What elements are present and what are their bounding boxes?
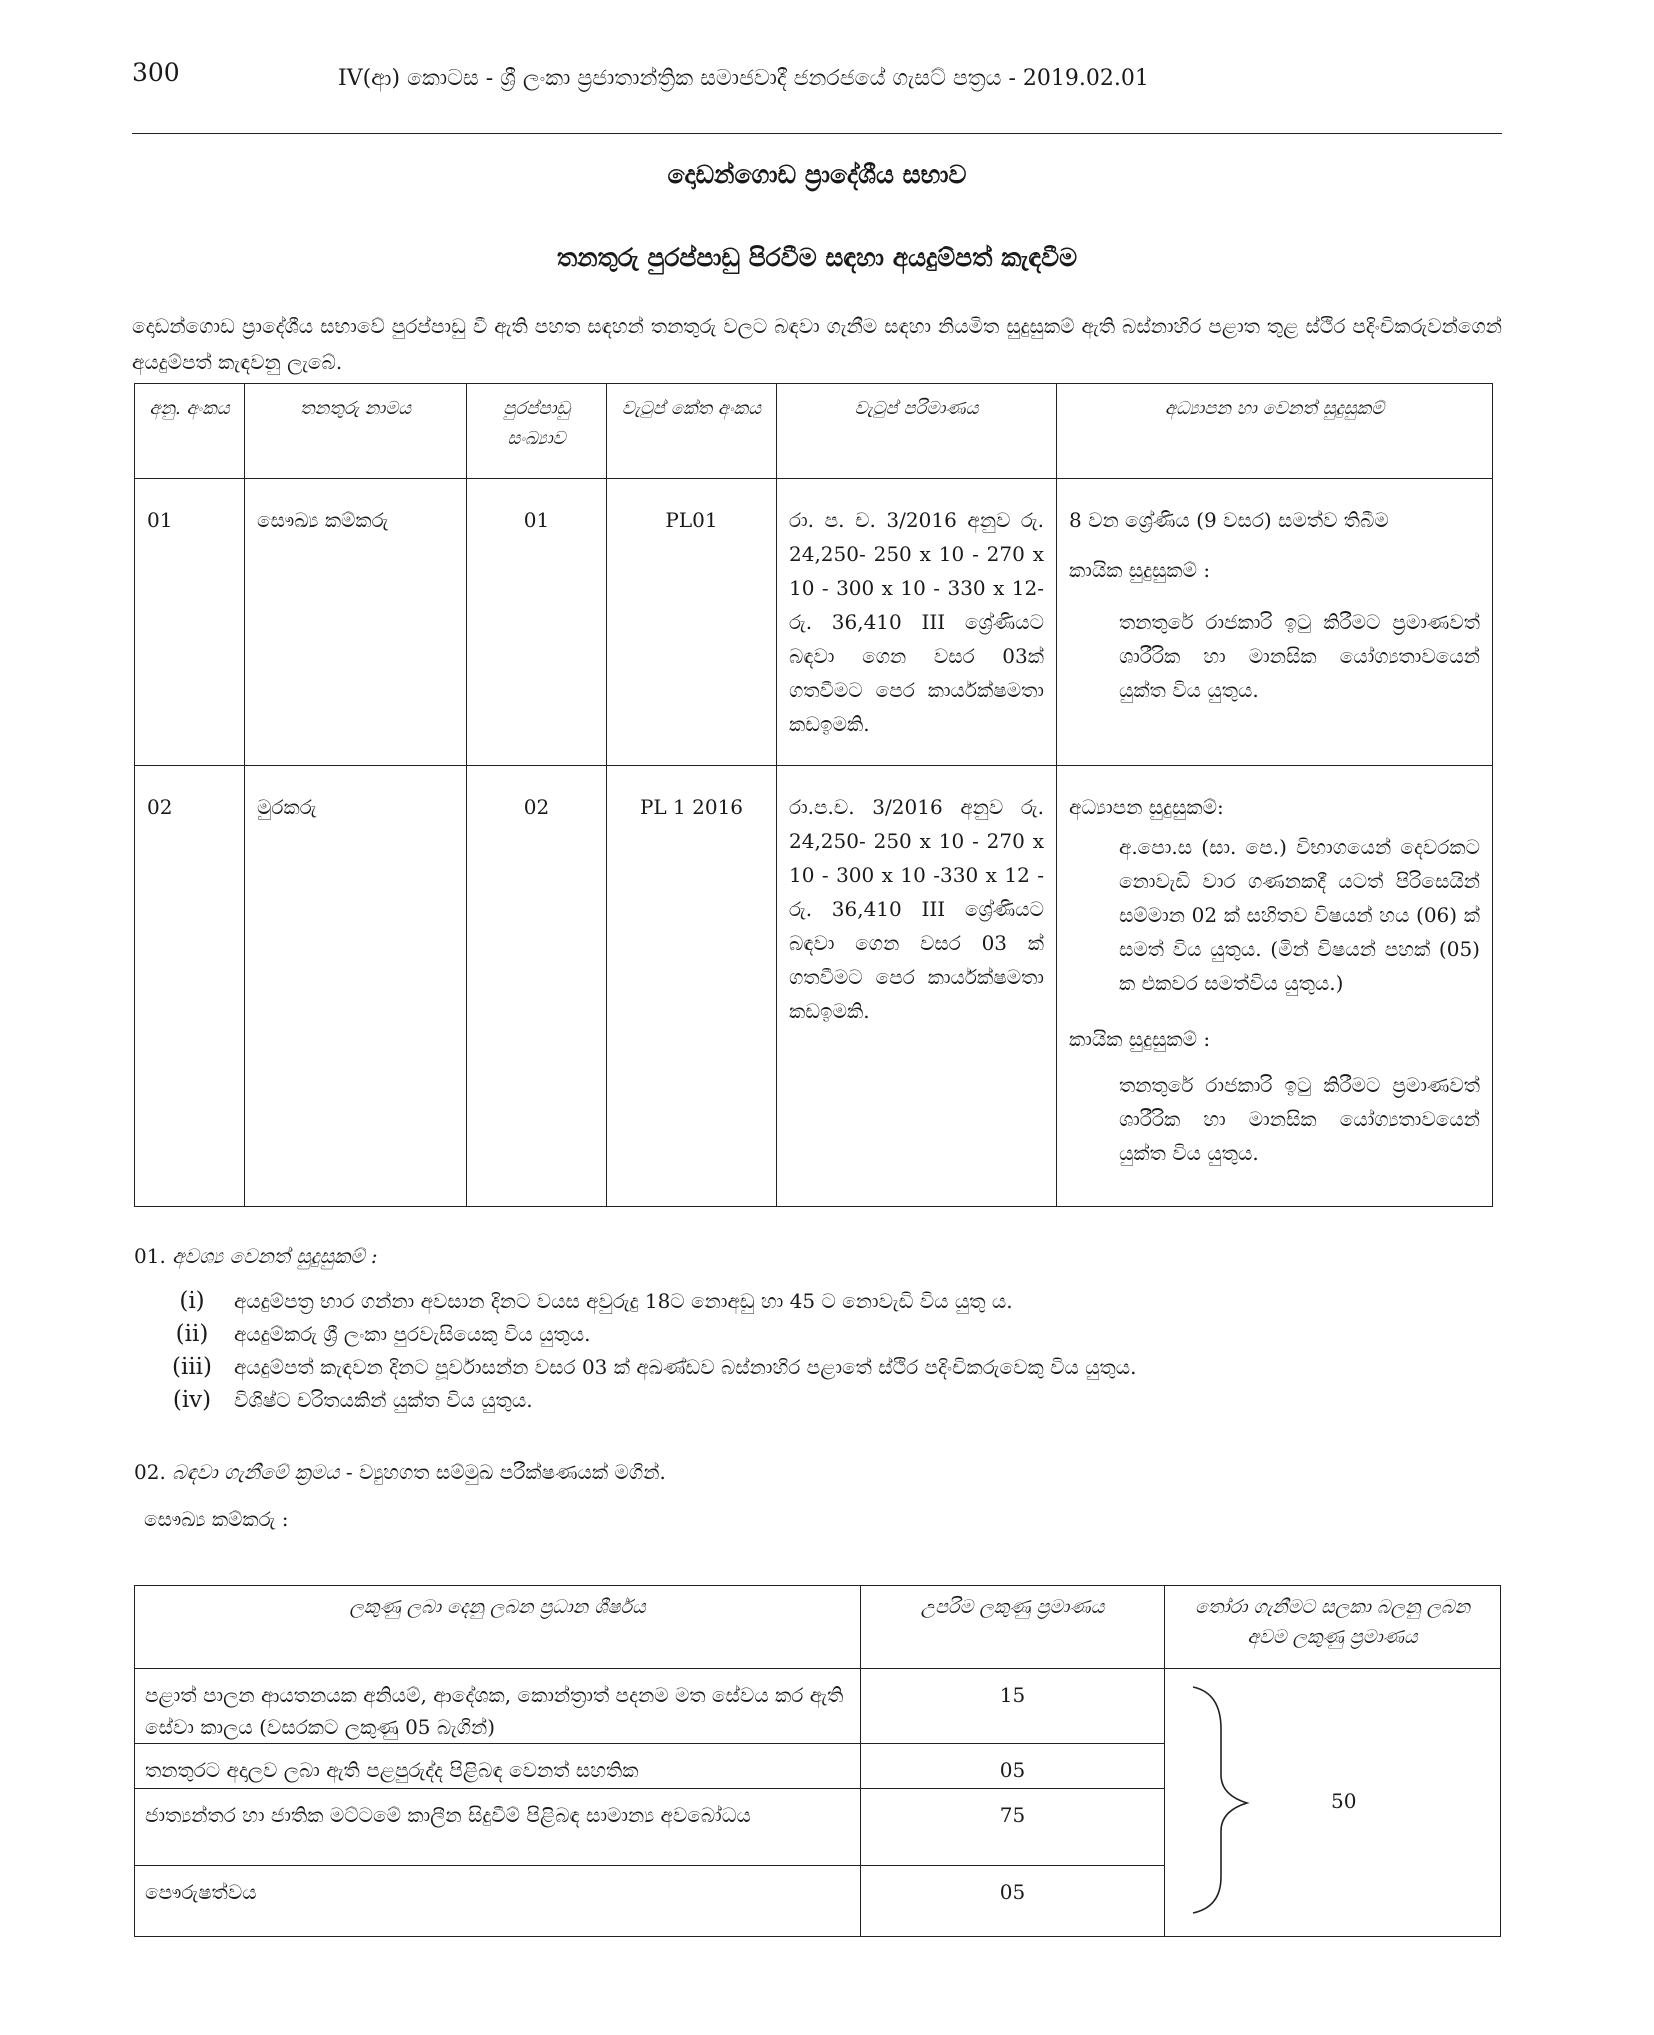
- marks-table-label: සෞඛ්‍ය කම්කරු :: [144, 1507, 289, 1531]
- vacancy-table-header: [135, 384, 1493, 479]
- requirements-list: [150, 1285, 1450, 1417]
- list-item-text: අයදුම්පත් කැඳවන දිනට පූර්වාසන්න වසර 03 ක් අඛණ්ඩව බස්නාහිර පළාතේ ස්ථිර පදිංචිකරුවෙකු විය යුතුය.: [234, 1355, 1137, 1379]
- intro-paragraph: දොඩන්ගොඩ ප්‍රාදේශීය සභාවේ පුරප්පාඩු වී ඇති පහත සඳහන් තනතුරු වලට බඳවා ගැනීම සඳහා නියමිත සුදුසුකම් ඇති බස්නාහිර පළාත තුළ ස්ථිර පදිංචිකරුවන්ගෙන් අයදුම්පත් කැඳවනු ලැබේ.: [132, 314, 1502, 374]
- cell-criteria: තනතුරට අදාලව ලබා ඇති පළපුරුද්ද පිළිබඳ වෙනත් සහතික: [135, 1744, 861, 1789]
- section-1-heading: [134, 1244, 378, 1268]
- list-item-number: (i): [179, 1288, 205, 1314]
- marks-table: [134, 1585, 1501, 1937]
- header-serial: අනු. අංකය: [135, 384, 245, 479]
- section-1-number: 01.: [134, 1244, 166, 1268]
- cell-salary-code: PL 1 2016: [607, 766, 777, 1207]
- list-item-text: විශිෂ්ට චරිතයකින් යුක්ත විය යුතුය.: [234, 1388, 533, 1412]
- physical-qualification-heading: කායික සුදුසුකම් :: [1069, 1027, 1211, 1051]
- cell-criteria: පෞරුෂත්වය: [135, 1866, 861, 1937]
- list-item-number: (iii): [171, 1354, 212, 1380]
- education-qualification-text: අ.පො.ස (සා. පෙ.) විභාගයෙන් දෙවරකට නොවැඩි වාර ගණනකදී යටත් පිරිසෙයින් සම්මාන 02 ක් සහිතව විෂයන් හය (06) ක් සමත් විය යුතුය. (මින් විෂයන් පහක් (05) ක එකවර සමත්විය යුතුය.): [1119, 835, 1480, 995]
- cell-criteria: ජාත්‍යන්තර හා ජාතික මට්ටමේ කාලීන සිදුවීම් පිළිබඳ සාමාන්‍ය අවබෝධය: [135, 1789, 861, 1866]
- header-criteria: ලකුණු ලබා දෙනු ලබන ප්‍රධාන ශීර්ෂය: [135, 1586, 861, 1669]
- cell-max-marks: 05: [861, 1744, 1165, 1789]
- physical-qualification-text: තනතුරේ රාජකාරි ඉටු කිරීමට ප්‍රමාණවත් ශාරීරික හා මානසික යෝග්‍යතාවයෙන් යුක්ත විය යුතුය.: [1119, 610, 1480, 702]
- section-1-title: අවශ්‍ය වෙනත් සුදුසුකම් :: [172, 1244, 378, 1268]
- right-brace-icon: [1187, 1679, 1267, 1919]
- cell-criteria: පළාත් පාලන ආයතනයක අනියම්, ආදේශක, කොන්ත්‍රාත් පදනම මත සේවය කර ඇති සේවා කාලය (වසරකට ලකුණු 05 බැගින්): [135, 1669, 861, 1744]
- cell-serial: 01: [135, 479, 245, 766]
- cell-qualifications: [1057, 479, 1493, 766]
- cell-vacancies: 01: [467, 479, 607, 766]
- header-qualifications: අධ්‍යාපන හා වෙනත් සුදුසුකම්: [1057, 384, 1493, 479]
- section-2-text: - ව්‍යුහගත සම්මුඛ පරීක්ෂණයක් මගින්.: [339, 1460, 666, 1484]
- list-item: [150, 1318, 1450, 1351]
- section-2-title: බඳවා ගැනීමේ ක්‍රමය: [172, 1460, 340, 1484]
- cell-max-marks: 05: [861, 1866, 1165, 1937]
- cell-post: මුරකරු: [245, 766, 467, 1207]
- physical-qualification-text: තනතුරේ රාජකාරි ඉටු කිරීමට ප්‍රමාණවත් ශාරීරික හා මානසික යෝග්‍යතාවයෙන් යුක්ත විය යුතුය.: [1119, 1073, 1480, 1165]
- cell-qualifications: [1057, 766, 1493, 1207]
- header-min-marks: තෝරා ගැනීමට සලකා බලනු ලබන අවම ලකුණු ප්‍රමාණය: [1165, 1586, 1501, 1669]
- list-item-number: (ii): [175, 1321, 209, 1347]
- notice-title: තනතුරු පුරප්පාඩු පිරවීම සඳහා අයදුම්පත් කැඳවීම: [556, 243, 1078, 272]
- education-qualification-heading: අධ්‍යාපන සුදුසුකම්:: [1069, 795, 1224, 819]
- page-number: 300: [132, 58, 180, 87]
- gazette-header-title: IV(ආ) කොටස - ශ්‍රී ලංකා ප්‍රජාතාන්ත්‍රික සමාජවාදී ජනරජයේ ගැසට් පත්‍රය - 2019.02.01: [338, 66, 1149, 91]
- header-post: තනතුරු නාමය: [245, 384, 467, 479]
- header-salary-scale: වැටුප් පරිමාණය: [777, 384, 1057, 479]
- list-item-number: (iv): [172, 1387, 212, 1413]
- table-row: [135, 1669, 1501, 1744]
- header-vacancies: පුරප්පාඩු සංඛ්‍යාව: [467, 384, 607, 479]
- list-item: [150, 1285, 1450, 1318]
- list-item-text: අයදුම්පත්‍ර භාර ගන්නා අවසාන දිනට වයස අවුරුදු 18ට නොඅඩු හා 45 ට නොවැඩි විය යුතු ය.: [234, 1289, 1013, 1313]
- list-item: [150, 1384, 1450, 1417]
- physical-qualification-heading: කායික සුදුසුකම් :: [1069, 558, 1211, 582]
- header-max-marks: උපරිම ලකුණු ප්‍රමාණය: [861, 1586, 1165, 1669]
- cell-salary-scale: රා.ප.ච. 3/2016 අනුව රු. 24,250- 250 x 10 - 270 x 10 - 300 x 10 -330 x 12 - රු. 36,410 III ශ්‍රේණියට බඳවා ගෙන වසර 03 ක් ගතවීමට පෙර කාර්යක්ෂමතා කඩඉමකි.: [777, 766, 1057, 1207]
- section-2-number: 02.: [134, 1460, 166, 1484]
- cell-salary-code: PL01: [607, 479, 777, 766]
- cell-post: සෞඛ්‍ය කම්කරු: [245, 479, 467, 766]
- cell-salary-scale: රා. ප. ච. 3/2016 අනුව රු. 24,250- 250 x 10 - 270 x 10 - 300 x 10 - 330 x 12- රු. 36,410 III ශ්‍රේණියට බඳවා ගෙන වසර 03ක් ගතවීමට පෙර කාර්යක්ෂමතා කඩඉමකි.: [777, 479, 1057, 766]
- list-item: [150, 1351, 1450, 1384]
- vacancy-table: [134, 383, 1493, 1207]
- marks-table-header: [135, 1586, 1501, 1669]
- cell-vacancies: 02: [467, 766, 607, 1207]
- council-name: දොඩන්ගොඩ ප්‍රාදේශීය සභාව: [667, 160, 967, 189]
- cell-max-marks: 75: [861, 1789, 1165, 1866]
- qualification-line: 8 වන ශ්‍රේණිය (9 වසර) සමත්ව තිබීම: [1069, 508, 1389, 532]
- header-divider: [132, 133, 1502, 134]
- table-row: [135, 479, 1493, 766]
- cell-serial: 02: [135, 766, 245, 1207]
- section-2-heading: [134, 1460, 666, 1484]
- table-row: [135, 766, 1493, 1207]
- cell-min-marks: [1165, 1669, 1501, 1937]
- list-item-text: අයදුම්කරු ශ්‍රී ලංකා පුරවැසියෙකු විය යුතුය.: [234, 1322, 591, 1346]
- header-salary-code: වැටුප් කේත අංකය: [607, 384, 777, 479]
- min-marks-value: 50: [1331, 1789, 1357, 1813]
- cell-max-marks: 15: [861, 1669, 1165, 1744]
